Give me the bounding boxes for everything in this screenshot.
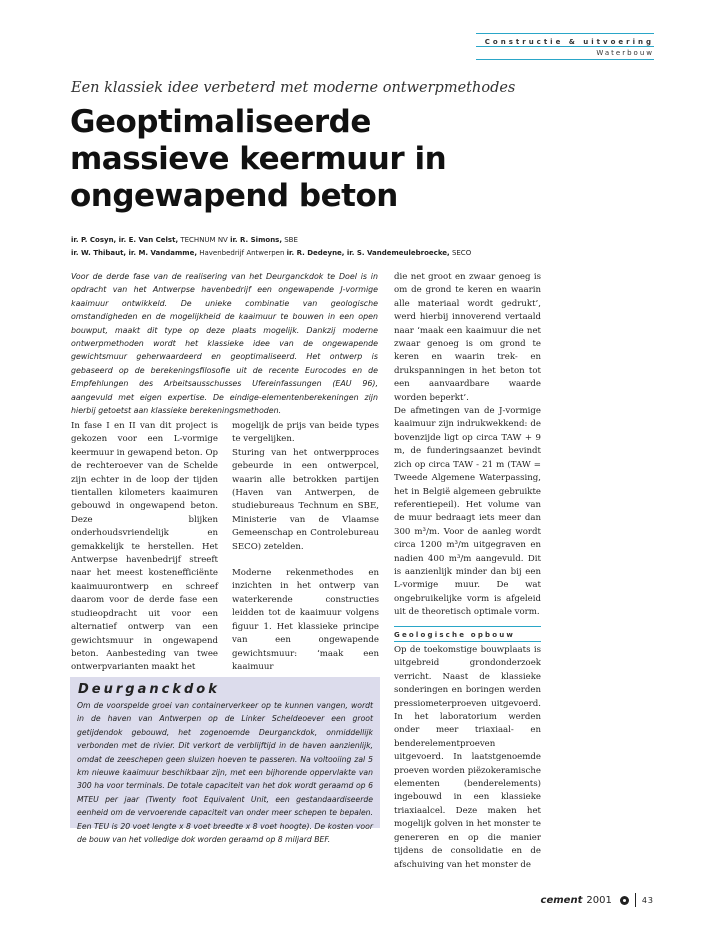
author-line-2 [71,247,471,260]
paragraph: Moderne rekenmethodes en inzichten in het ontwerp van waterkerende constructies leidden tot de kaaimuur volgens figuur 1. Het klassieke principe van een ongewapende gewichtsmuur: ‘maak een kaaimuur [232,568,379,672]
cement-logo-icon [620,896,629,905]
paragraph: mogelijk de prijs van beide types te vergelijken. [232,421,379,445]
paragraph: die net groot en zwaar genoeg is om de grond te keren en waarin alle materiaal wordt gedrukt’, werd hierbij innoverend vertaald naar ‘maak een kaaimuur die net zwaar genoeg is om grond te keren en waarin trek- en drukspanningen in het beton tot een aanvaardbare waarde worden beperkt’. [394,272,541,403]
header-rule-top [476,33,654,34]
author-org: SBE [284,236,298,244]
body-column-3 [394,271,541,620]
author-names: ir. R. Simons, [230,236,282,244]
section-label: Constructie & uitvoering [484,38,654,46]
subhead-rule-top [394,626,541,627]
paragraph: Op de toekomstige bouwplaats is uitgebreid grondonderzoek verricht. Naast de klassieke sonderingen en boringen werden pressiometerproeven uitgevoerd. In het laboratorium werden onder meer triaxiaal- en benderelementproeven uitgevoerd. In laatstgenoemde proeven worden piëzokeramische elementen (benderelements) ingebouwd in een klassieke triaxiaalcel. Deze maken het mogelijk golven in het monster te genereren en op die manier tijdens de consolidatie en de afschuiving van het monster de [394,645,541,870]
subsection-label: Waterbouw [596,49,654,57]
deurganckdok-box [70,677,380,845]
author-names: ir. W. Thibaut, ir. M. Vandamme, [71,249,197,257]
article-kicker: Een klassiek idee verbeterd met moderne ontwerpmethodes [71,80,516,96]
box-text: Om de voorspelde groei van containerverkeer op te kunnen vangen, wordt in de haven van Antwerpen op de Linker Scheldeoever een groot getijdendok gebouwd, het zogenoemde Deurganckdok, onmiddellijk verbonden met de rivier. Dit verkort de verblijftijd in de haven aanzienlijk, omdat de zeeschepen geen sluizen hoeven te passeren. Na voltooiing zal 5 km nieuwe kaaimuur beschikbaar zijn, met een bijhorende oppervlakte van 300 ha voor terminals. De totale capaciteit van het dok wordt geraamd op 6 MTEU per jaar (Twenty foot Equivalent Unit, een gestandaardiseerde eenheid om de vervoerende capaciteit van onder meer schepen te bepalen. Een TEU is 20 voet lengte x 8 voet breedte x 8 voet hoogte). De kosten voor de bouw van het volledige dok worden geraamd op 8 miljard BEF. [77,701,373,845]
subhead-geologische-opbouw: Geologische opbouw [394,631,516,639]
box-title: Deurganckdok [78,682,220,697]
paragraph: In fase I en II van dit project is gekozen voor een L-vormige keermuur in gewapend beton. Op de rechteroever van de Schelde zijn echter in de loop der tijden tientallen kilometers kaaimuren gebouwd in ongewapend beton. Deze blijken onderhoudsvriendelijk en gemakkelijk te herstellen. Het Antwerpse havenbedrijf streeft naar het meest kostenefficiënte kaaimuurontwerp en schreef daarom voor de derde fase een studieopdracht uit voor een alternatief ontwerp van een gewichtsmuur in ongewapend beton. Aanbesteding van twee ontwerpvarianten maakt het [71,421,218,673]
body-column-3-continued [394,644,541,872]
page-number: 43 [641,895,654,905]
body-column-1 [71,420,218,675]
header-rule-middle [476,46,654,47]
author-org: TECHNUM NV [180,236,228,244]
author-names: ir. R. Dedeyne, ir. S. Vandemeulebroecke, [286,249,450,257]
body-column-2 [232,420,379,674]
page-footer [541,893,654,907]
article-title: Geoptimaliseerde massieve keermuur in ongewapend beton [70,104,447,214]
header-rule-bottom [476,59,654,60]
author-org: SECO [451,249,472,257]
author-list [71,234,471,260]
magazine-brand: cement [540,894,583,906]
footer-divider [635,893,636,907]
author-names: ir. P. Cosyn, ir. E. Van Celst, [71,236,179,244]
author-org: Havenbedrijf Antwerpen [199,249,285,257]
author-line-1 [71,234,471,247]
paragraph: De afmetingen van de J-vormige kaaimuur zijn indrukwekkend: de bovenzijde ligt op circa TAW + 9 m, de funderingsaanzet bevindt zich op circa TAW - 21 m (TAW = Tweede Algemene Waterpassing, het in België algemeen gebruikte referentiepeil). Het volume van de muur bedraagt iets meer dan 300 m³/m. Voor de aanleg wordt circa 1200 m³/m uitgegraven en nadien 400 m³/m aangevuld. Dit is aanzienlijk minder dan bij een L-vormige muur. De wat ongebruikelijke vorm is afgeleid uit de theoretisch optimale vorm. [394,406,541,618]
magazine-year: 2001 [586,894,612,906]
subhead-rule-bottom [394,641,541,642]
article-intro: Voor de derde fase van de realisering van het Deurganckdok te Doel is in opdracht van het Antwerpse havenbedrijf een ongewapende J-vormige kaaimuur ontwikkeld. De unieke combinatie van geologische omstandigheden en de mogelijkheid de kaaimuur te bouwen in een open bouwput, maakt dit type op deze plaats mogelijk. Dankzij moderne ontwerpmethoden wordt het klassieke idee van de ongewapende gewichtsmuur geherwaardeerd en geoptimaliseerd. Het ontwerp is gebaseerd op de berekeningsfilosofie uit de recente Eurocodes en de Empfehlungen des Arbeitsausschusses Ufereinfassungen (EAU 96), aangevuld met eigen expertise. De eindige-elementenberekeningen zijn hierbij getoetst aan klassieke berekeningsmethoden. [71,272,378,416]
paragraph: Sturing van het ontwerpproces gebeurde in een ontwerpcel, waarin alle betrokken partijen (Haven van Antwerpen, de studiebureaus Technum en SBE, Ministerie van de Vlaamse Gemeenschap en Controlebureau SECO) zetelden. [232,447,379,552]
